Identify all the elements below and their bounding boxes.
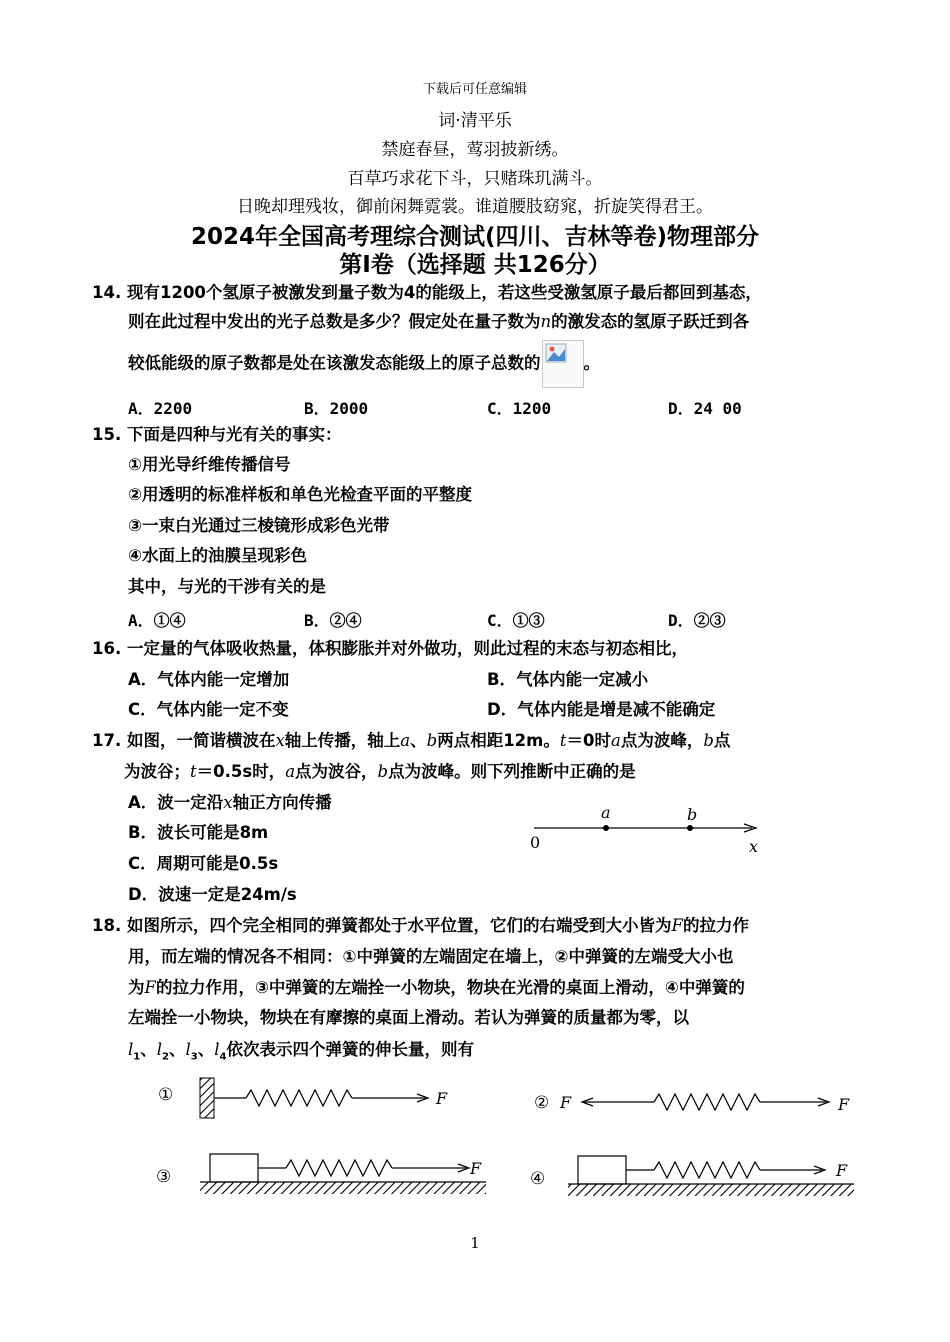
q18-line2: 用，而左端的情况各不相同：①中弹簧的左端固定在墙上，②中弹簧的左端受大小也	[128, 947, 734, 966]
question-number: 15.	[92, 425, 122, 444]
block	[578, 1156, 626, 1184]
q14-option-c: C．1200	[487, 399, 552, 418]
poem-line: 禁庭春昼，莺羽披新绣。	[381, 140, 569, 160]
q17-option-b: B．波长可能是8m	[128, 823, 269, 842]
question-number: 17.	[92, 731, 122, 750]
var-t: t	[559, 731, 567, 750]
q17-option-a	[128, 793, 332, 813]
q17-text: 、	[410, 731, 427, 750]
question-number: 14.	[92, 283, 122, 302]
question-number: 18.	[92, 916, 122, 935]
point-a-dot	[603, 825, 609, 831]
figure-2-label: ②	[534, 1093, 550, 1113]
subscript: 2	[162, 1051, 169, 1063]
var-l4: l	[214, 1040, 220, 1059]
block	[210, 1154, 258, 1182]
question-number: 16.	[92, 639, 122, 658]
q17-option-d: D．波速一定是24m/s	[128, 885, 297, 904]
force-label: F	[836, 1161, 848, 1180]
var-F: F	[144, 978, 156, 997]
q15-option-a: A．①④	[128, 611, 186, 630]
force-label: F	[560, 1093, 572, 1112]
q15-fact-1: ①用光导纤维传播信号	[128, 455, 291, 474]
var-l3: l	[185, 1040, 191, 1059]
q15-fact-4: ④水面上的油膜呈现彩色	[128, 546, 307, 565]
q18-line5	[128, 1040, 474, 1067]
q16-stem	[92, 639, 688, 659]
axis-x-label: x	[749, 837, 759, 856]
var-F: F	[671, 916, 683, 935]
q18-line4: 左端拴一小物块，物块在有摩擦的桌面上滑动。若认为弹簧的质量都为零，以	[128, 1008, 689, 1027]
var-t: t	[190, 762, 197, 781]
q14-line2	[128, 312, 749, 332]
q15-text: 下面是四种与光有关的事实：	[126, 425, 342, 444]
q14-text: 较低能级的原子数都是处在该激发态能级上的原子总数的	[128, 353, 541, 373]
q17-text: 点为波谷，	[295, 762, 378, 781]
table-hatch	[568, 1184, 854, 1196]
point-a-label: a	[601, 803, 611, 822]
q18-text: 的拉力作用，③中弹簧的左端拴一小物块，物块在光滑的桌面上滑动，④中弹簧的	[155, 978, 745, 997]
point-b-label: b	[687, 805, 698, 824]
spring-coil	[286, 1160, 392, 1176]
var-x: x	[275, 731, 285, 750]
q18-spring-figures	[150, 1070, 870, 1210]
var-a: a	[610, 731, 621, 750]
q18-text: 如图所示，四个完全相同的弹簧都处于水平位置，它们的右端受到大小皆为	[126, 916, 672, 935]
var-n: n	[540, 312, 552, 331]
q17-text: 两点相距12m。	[437, 731, 560, 750]
var-a: a	[285, 762, 296, 781]
q14-option-a: A．2200	[128, 399, 193, 418]
q14-text: 。	[583, 353, 600, 373]
origin-label: 0	[530, 833, 541, 852]
q17-option-text: 轴正方向传播	[232, 793, 332, 812]
q14-option-b: B．2000	[304, 399, 369, 418]
q17-line1	[92, 731, 730, 751]
q17-wave-axis-figure	[520, 800, 780, 860]
q15-fact-3: ③一束白光通过三棱镜形成彩色光带	[128, 516, 390, 535]
q14-text: 的激发态的氢原子跃迁到各	[551, 312, 750, 331]
poem-line: 百草巧求花下斗，只赌珠玑满斗。	[347, 169, 603, 189]
q18-text: 为	[128, 978, 145, 997]
var-l1: l	[128, 1040, 134, 1059]
separator: 、	[169, 1040, 186, 1059]
q17-text: 点	[713, 731, 731, 750]
exam-subtitle: 第Ⅰ卷（选择题 共126分）	[339, 252, 611, 278]
q16-option-a: A．气体内能一定增加	[128, 670, 290, 689]
q14-text: 则在此过程中发出的光子总数是多少？假定处在量子数为	[128, 312, 541, 331]
fixed-wall	[200, 1078, 214, 1118]
figure-4-label: ④	[530, 1169, 546, 1189]
q15-option-b: B．②④	[304, 611, 362, 630]
q17-option-text: A．波一定沿	[128, 793, 224, 812]
var-b: b	[703, 731, 714, 750]
force-label: F	[436, 1089, 448, 1108]
q16-option-c: C．气体内能一定不变	[128, 700, 289, 719]
q14-line1	[92, 283, 762, 303]
force-label: F	[470, 1159, 482, 1178]
q14-option-d: D．24 00	[668, 399, 742, 418]
q18-text: 依次表示四个弹簧的伸长量，则有	[226, 1040, 474, 1059]
q14-text: 现有1200个氢原子被激发到量子数为4的能级上，若这些受激氢原子最后都回到基态，	[126, 283, 762, 302]
q17-text: ＝0.5s时，	[196, 762, 286, 781]
table-hatch	[200, 1182, 486, 1194]
q15-fact-2: ②用透明的标准样板和单色光检查平面的平整度	[128, 485, 472, 504]
figure-3-label: ③	[156, 1167, 172, 1187]
poem-line: 日晚却理残妆，御前闲舞霓裳。谁道腰肢窈窕，折旋笑得君王。	[237, 197, 713, 217]
q15-stem	[92, 425, 341, 445]
q17-text: 如图，一简谐横波在	[126, 731, 276, 750]
separator: 、	[197, 1040, 215, 1059]
var-b: b	[377, 762, 389, 781]
q18-text: 的拉力作	[682, 916, 749, 935]
var-x: x	[223, 793, 233, 812]
var-a: a	[400, 731, 411, 750]
spring-coil	[246, 1090, 352, 1106]
subscript: 4	[219, 1051, 227, 1063]
q16-option-d: D．气体内能是增是减不能确定	[487, 700, 716, 719]
point-b-dot	[687, 825, 693, 831]
q15-option-d: D．②③	[668, 611, 726, 630]
q17-option-c: C．周期可能是0.5s	[128, 854, 279, 873]
q18-line3	[128, 978, 745, 998]
missing-formula-image	[542, 340, 584, 388]
page-number: 1	[470, 1234, 480, 1252]
broken-image-icon	[545, 343, 567, 363]
poem-title: 词·清平乐	[438, 111, 512, 131]
q15-option-c: C．①③	[487, 611, 545, 630]
q17-text: 点为波峰。则下列推断中正确的是	[388, 762, 636, 781]
var-l2: l	[156, 1040, 163, 1059]
subscript: 1	[133, 1051, 141, 1063]
q16-option-b: B．气体内能一定减小	[487, 670, 649, 689]
q14-line3	[128, 340, 600, 388]
q17-text: 为波谷；	[124, 762, 190, 781]
q17-text: 轴上传播，轴上	[284, 731, 401, 750]
spring-coil	[654, 1094, 760, 1110]
subscript: 3	[190, 1051, 198, 1063]
separator: 、	[140, 1040, 157, 1059]
q15-ask: 其中，与光的干涉有关的是	[128, 577, 326, 596]
q17-text: 点为波峰，	[620, 731, 704, 750]
force-label: F	[838, 1095, 850, 1114]
q18-line1	[92, 916, 749, 936]
q17-line2	[124, 762, 636, 782]
q17-text: ＝0时	[566, 731, 611, 750]
figure-1-label: ①	[158, 1085, 174, 1105]
q16-text: 一定量的气体吸收热量，体积膨胀并对外做功，则此过程的末态与初态相比，	[126, 639, 688, 658]
var-b: b	[426, 731, 438, 750]
download-note: 下载后可任意编辑	[422, 82, 527, 97]
spring-coil	[654, 1162, 760, 1178]
exam-title: 2024年全国高考理综合测试(四川、吉林等卷)物理部分	[190, 224, 760, 250]
